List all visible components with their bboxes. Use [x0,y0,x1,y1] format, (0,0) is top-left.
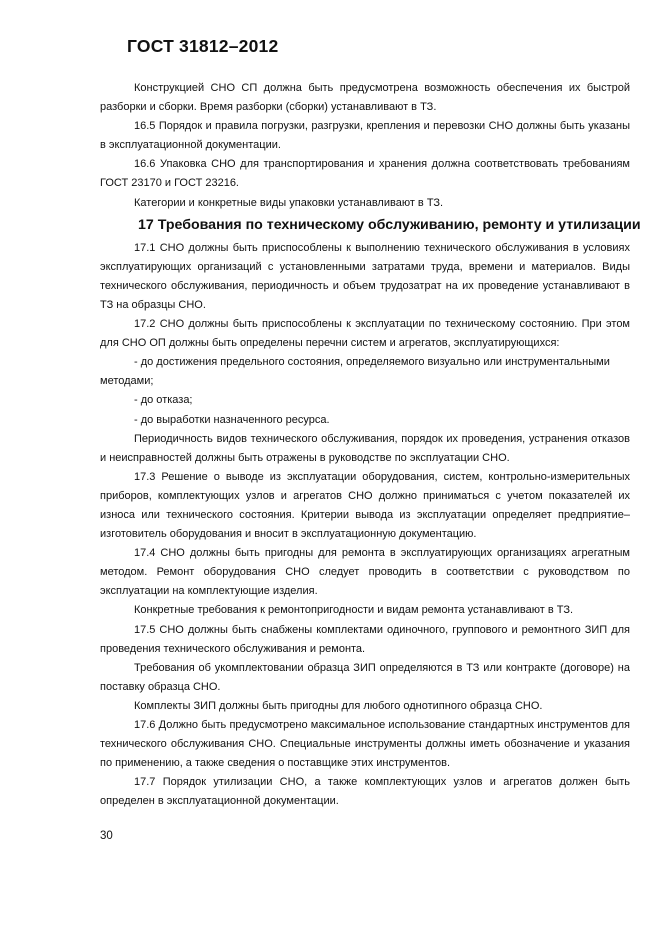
paragraph: 17.4 СНО должны быть пригодны для ремонта в эксплуатирующих организациях агрегатным методом. Ремонт оборудования СНО следует проводить в соответствии с руководством по эксплуатации на комплектующие изделия. [100,547,630,598]
list-item: - до выработки назначенного ресурса. [134,413,330,426]
paragraph: Требования об укомплектовании образца ЗИП определяются в ТЗ или контракте (договоре) на поставку образца СНО. [100,661,630,693]
paragraph: 17.1 СНО должны быть приспособлены к выполнению технического обслуживания в условиях эксплуатирующих организаций с установленными затратами труда, времени и материалов. Виды технического обслуживания, периодичность и объем трудозатрат на их проведение устанавливают в ТЗ на образцы СНО. [100,241,630,311]
section-heading: 17 Требования по техническому обслуживанию, ремонту и утилизации [138,216,641,233]
list-item: - до отказа; [134,394,193,407]
paragraph: 17.2 СНО должны быть приспособлены к эксплуатации по техническому состоянию. При этом для СНО ОП должны быть определены перечни систем и агрегатов, эксплуатирующихся: [100,318,630,350]
page-number: 30 [100,830,113,842]
paragraph: Конструкцией СНО СП должна быть предусмотрена возможность обеспечения их быстрой разборки и сборки. Время разборки (сборки) устанавливают в ТЗ. [100,82,630,114]
paragraph: Комплекты ЗИП должны быть пригодны для любого однотипного образца СНО. [134,699,543,712]
paragraph: 17.7 Порядок утилизации СНО, а также комплектующих узлов и агрегатов должен быть определен в эксплуатационной документации. [100,776,630,808]
paragraph: Периодичность видов технического обслуживания, порядок их проведения, устранения отказов и неисправностей должны быть отражены в руководстве по эксплуатации СНО. [100,432,630,464]
paragraph: 17.3 Решение о выводе из эксплуатации оборудования, систем, контрольно-измерительных приборов, комплектующих узлов и агрегатов СНО должно приниматься с учетом показателей их износа или технического состояния. Критерии вывода из эксплуатации определяет предприятие–изготовитель оборудования и вносит в эксплуатационную документацию. [100,470,630,541]
document-body [100,79,641,811]
paragraph: 17.5 СНО должны быть снабжены комплектами одиночного, группового и ремонтного ЗИП для проведения технического обслуживания и ремонта. [100,623,630,655]
list-item: - до достижения предельного состояния, определяемого визуально или инструментальными методами; [100,356,610,388]
paragraph: Конкретные требования к ремонтопригодности и видам ремонта устанавливают в ТЗ. [134,604,574,617]
paragraph: 16.5 Порядок и правила погрузки, разгрузки, крепления и перевозки СНО должны быть указаны в эксплуатационной документации. [100,120,630,152]
document-header: ГОСТ 31812–2012 [127,36,279,56]
paragraph: Категории и конкретные виды упаковки устанавливают в ТЗ. [134,196,444,209]
paragraph: 16.6 Упаковка СНО для транспортирования и хранения должна соответствовать требованиям ГОСТ 23170 и ГОСТ 23216. [100,158,630,190]
paragraph: 17.6 Должно быть предусмотрено максимальное использование стандартных инструментов для технического обслуживания СНО. Специальные инструменты должны иметь обозначение и указания по применению, а также сведения о поставщике этих инструментов. [100,719,630,770]
